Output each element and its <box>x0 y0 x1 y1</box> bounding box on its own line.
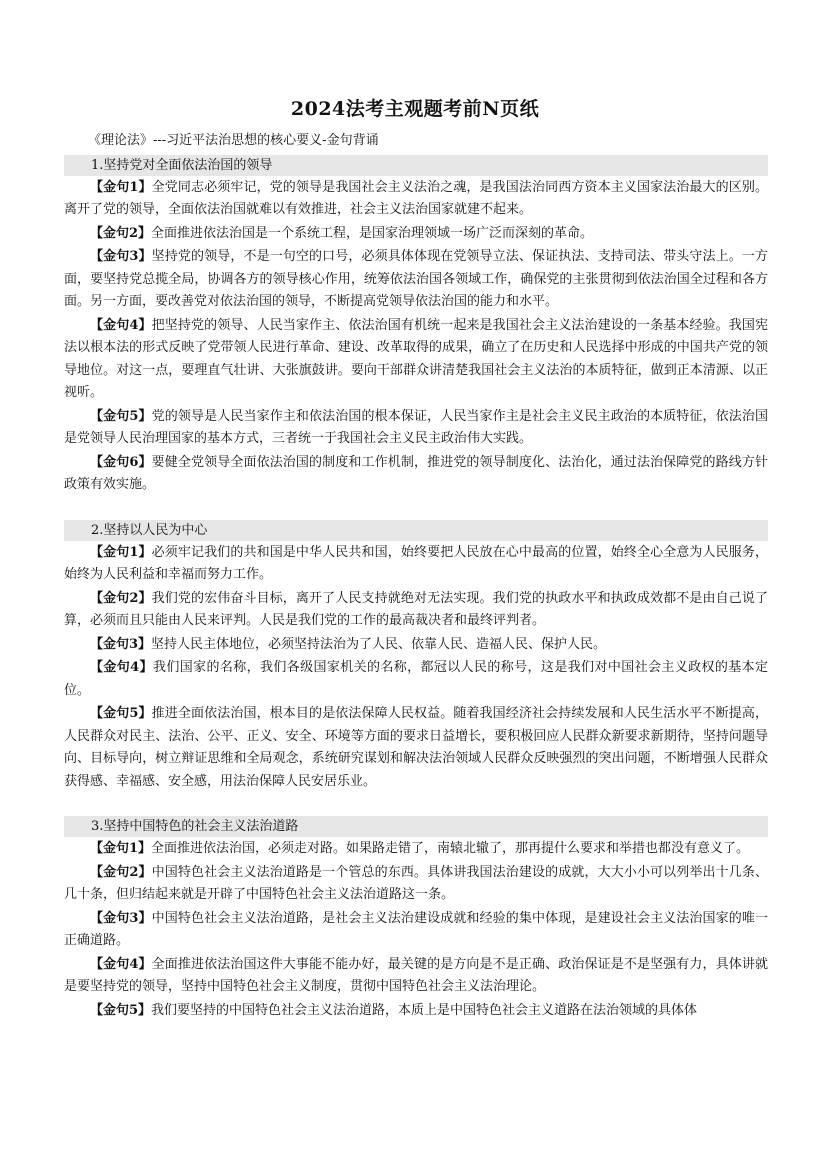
quote-label: 【金句2】 <box>90 590 152 606</box>
section-spacer <box>64 498 768 520</box>
quote-text: 坚持党的领导，不是一句空的口号，必须具体体现在党领导立法、保证执法、支持司法、带头守法上。一方面，要坚持党总揽全局，协调各方的领导核心作用，统筹依法治国各领域工作，确保党的主张贯彻到依法治国全过程和各方面。另一方面，要改善党对依法治国的领导，不断提高党领导依法治国的能力和水平。 <box>64 249 768 309</box>
quote-label: 【金句6】 <box>90 454 152 470</box>
sections-container <box>64 155 768 1023</box>
quote-text: 要健全党领导全面依法治国的制度和工作机制，推进党的领导制度化、法治化，通过法治保障党的路线方针政策有效实施。 <box>64 454 768 492</box>
quote-paragraph <box>64 223 768 246</box>
section-spacer <box>64 794 768 816</box>
quote-paragraph <box>64 177 768 222</box>
quote-paragraph <box>64 954 768 999</box>
quote-text: 我们要坚持的中国特色社会主义法治道路，本质上是中国特色社会主义道路在法治领域的具体体 <box>151 1002 698 1018</box>
section-heading: 1.坚持党对全面依法治国的领导 <box>64 155 768 176</box>
quote-paragraph <box>64 634 768 657</box>
quote-text: 把坚持党的领导、人民当家作主、依法治国有机统一起来是我国社会主义法治建设的一条基本经验。我国宪法以根本法的形式反映了党带领人民进行革命、建设、改革取得的成果，确立了在历史和人民选择中形成的中国共产党的领导地位。对这一点，要理直气壮讲、大张旗鼓讲。要向干部群众讲清楚我国社会主义法治的本质特征，做到正本清源、以正视听。 <box>64 317 768 400</box>
quote-text: 推进全面依法治国，根本目的是依法保障人民权益。随着我国经济社会持续发展和人民生活水平不断提高，人民群众对民主、法治、公平、正义、安全、环境等方面的要求日益增长，要积极回应人民群众新要求新期待，坚持问题导向、目标导向，树立辩证思维和全局观念，系统研究谋划和解决法治领域人民群众反映强烈的突出问题，不断增强人民群众获得感、幸福感、安全感，用法治保障人民安居乐业。 <box>64 706 768 789</box>
quote-text: 全面推进依法治国是一个系统工程，是国家治理领域一场广泛而深刻的革命。 <box>151 225 594 241</box>
section-heading: 3.坚持中国特色的社会主义法治道路 <box>64 816 768 837</box>
quote-label: 【金句1】 <box>90 544 152 560</box>
section-heading: 2.坚持以人民为中心 <box>64 520 768 541</box>
quote-label: 【金句3】 <box>90 910 152 926</box>
quote-text: 党的领导是人民当家作主和依法治国的根本保证，人民当家作主是社会主义民主政治的本质特征，依法治国是党领导人民治理国家的基本方式，三者统一于我国社会主义民主政治伟大实践。 <box>64 408 768 446</box>
quote-text: 我们党的宏伟奋斗目标，离开了人民支持就绝对无法实现。我们党的执政水平和执政成效都不是由自己说了算，必须而且只能由人民来评判。人民是我们党的工作的最高裁决者和最终评判者。 <box>64 590 768 628</box>
quote-paragraph <box>64 542 768 587</box>
quote-text: 坚持人民主体地位，必须坚持法治为了人民、依靠人民、造福人民、保护人民。 <box>151 636 607 652</box>
quote-text: 中国特色社会主义法治道路，是社会主义法治建设成就和经验的集中体现，是建设社会主义法治国家的唯一正确道路。 <box>64 910 768 948</box>
quote-text: 全面推进依法治国这件大事能不能办好，最关键的是方向是不是正确、政治保证是不是坚强有力，具体讲就是要坚持党的领导，坚持中国特色社会主义制度，贯彻中国特色社会主义法治理论。 <box>64 956 768 994</box>
quote-label: 【金句5】 <box>90 706 152 721</box>
quote-paragraph <box>64 452 768 497</box>
quote-paragraph <box>64 315 768 405</box>
quote-label: 【金句4】 <box>90 660 153 675</box>
quote-paragraph <box>64 406 768 451</box>
quote-paragraph <box>64 246 768 314</box>
quote-paragraph <box>64 862 768 907</box>
page-title: 2024法考主观题考前N页纸 <box>290 98 540 120</box>
quote-label: 【金句1】 <box>90 841 152 856</box>
section-3 <box>64 816 768 1022</box>
quote-paragraph <box>64 657 768 702</box>
quote-text: 必须牢记我们的共和国是中华人民共和国，始终要把人民放在心中最高的位置，始终全心全意为人民服务，始终为人民利益和幸福而努力工作。 <box>64 544 768 582</box>
quote-text: 我们国家的名称，我们各级国家机关的名称，都冠以人民的称号，这是我们对中国社会主义政权的基本定位。 <box>64 660 768 698</box>
section-1 <box>64 155 768 497</box>
quote-paragraph <box>64 838 768 861</box>
quote-label: 【金句3】 <box>90 636 152 652</box>
quote-label: 【金句3】 <box>90 249 152 264</box>
quote-label: 【金句2】 <box>90 864 152 880</box>
quote-label: 【金句4】 <box>90 956 152 972</box>
quote-label: 【金句1】 <box>90 179 152 195</box>
quote-paragraph <box>64 908 768 953</box>
quote-label: 【金句5】 <box>90 408 152 424</box>
quote-text: 中国特色社会主义法治道路是一个管总的东西。具体讲我国法治建设的成就，大大小小可以列举出十几条、几十条，但归结起来就是开辟了中国特色社会主义法治道路这一条。 <box>64 864 768 902</box>
quote-label: 【金句2】 <box>90 225 152 241</box>
quote-paragraph <box>64 1000 768 1023</box>
document-body <box>64 130 768 1023</box>
document-subtitle: 《理论法》---习近平法治思想的核心要义-金句背诵 <box>88 133 379 148</box>
quote-label: 【金句5】 <box>90 1002 152 1018</box>
section-2 <box>64 520 768 794</box>
quote-paragraph <box>64 588 768 633</box>
quote-text: 全面推进依法治国，必须走对路。如果路走错了，南辕北辙了，那再提什么要求和举措也都没有意义了。 <box>151 841 750 856</box>
quote-paragraph <box>64 703 768 793</box>
quote-label: 【金句4】 <box>90 317 152 333</box>
quote-text: 全党同志必须牢记，党的领导是我国社会主义法治之魂，是我国法治同西方资本主义国家法治最大的区别。离开了党的领导，全面依法治国就难以有效推进，社会主义法治国家就建不起来。 <box>64 179 768 217</box>
